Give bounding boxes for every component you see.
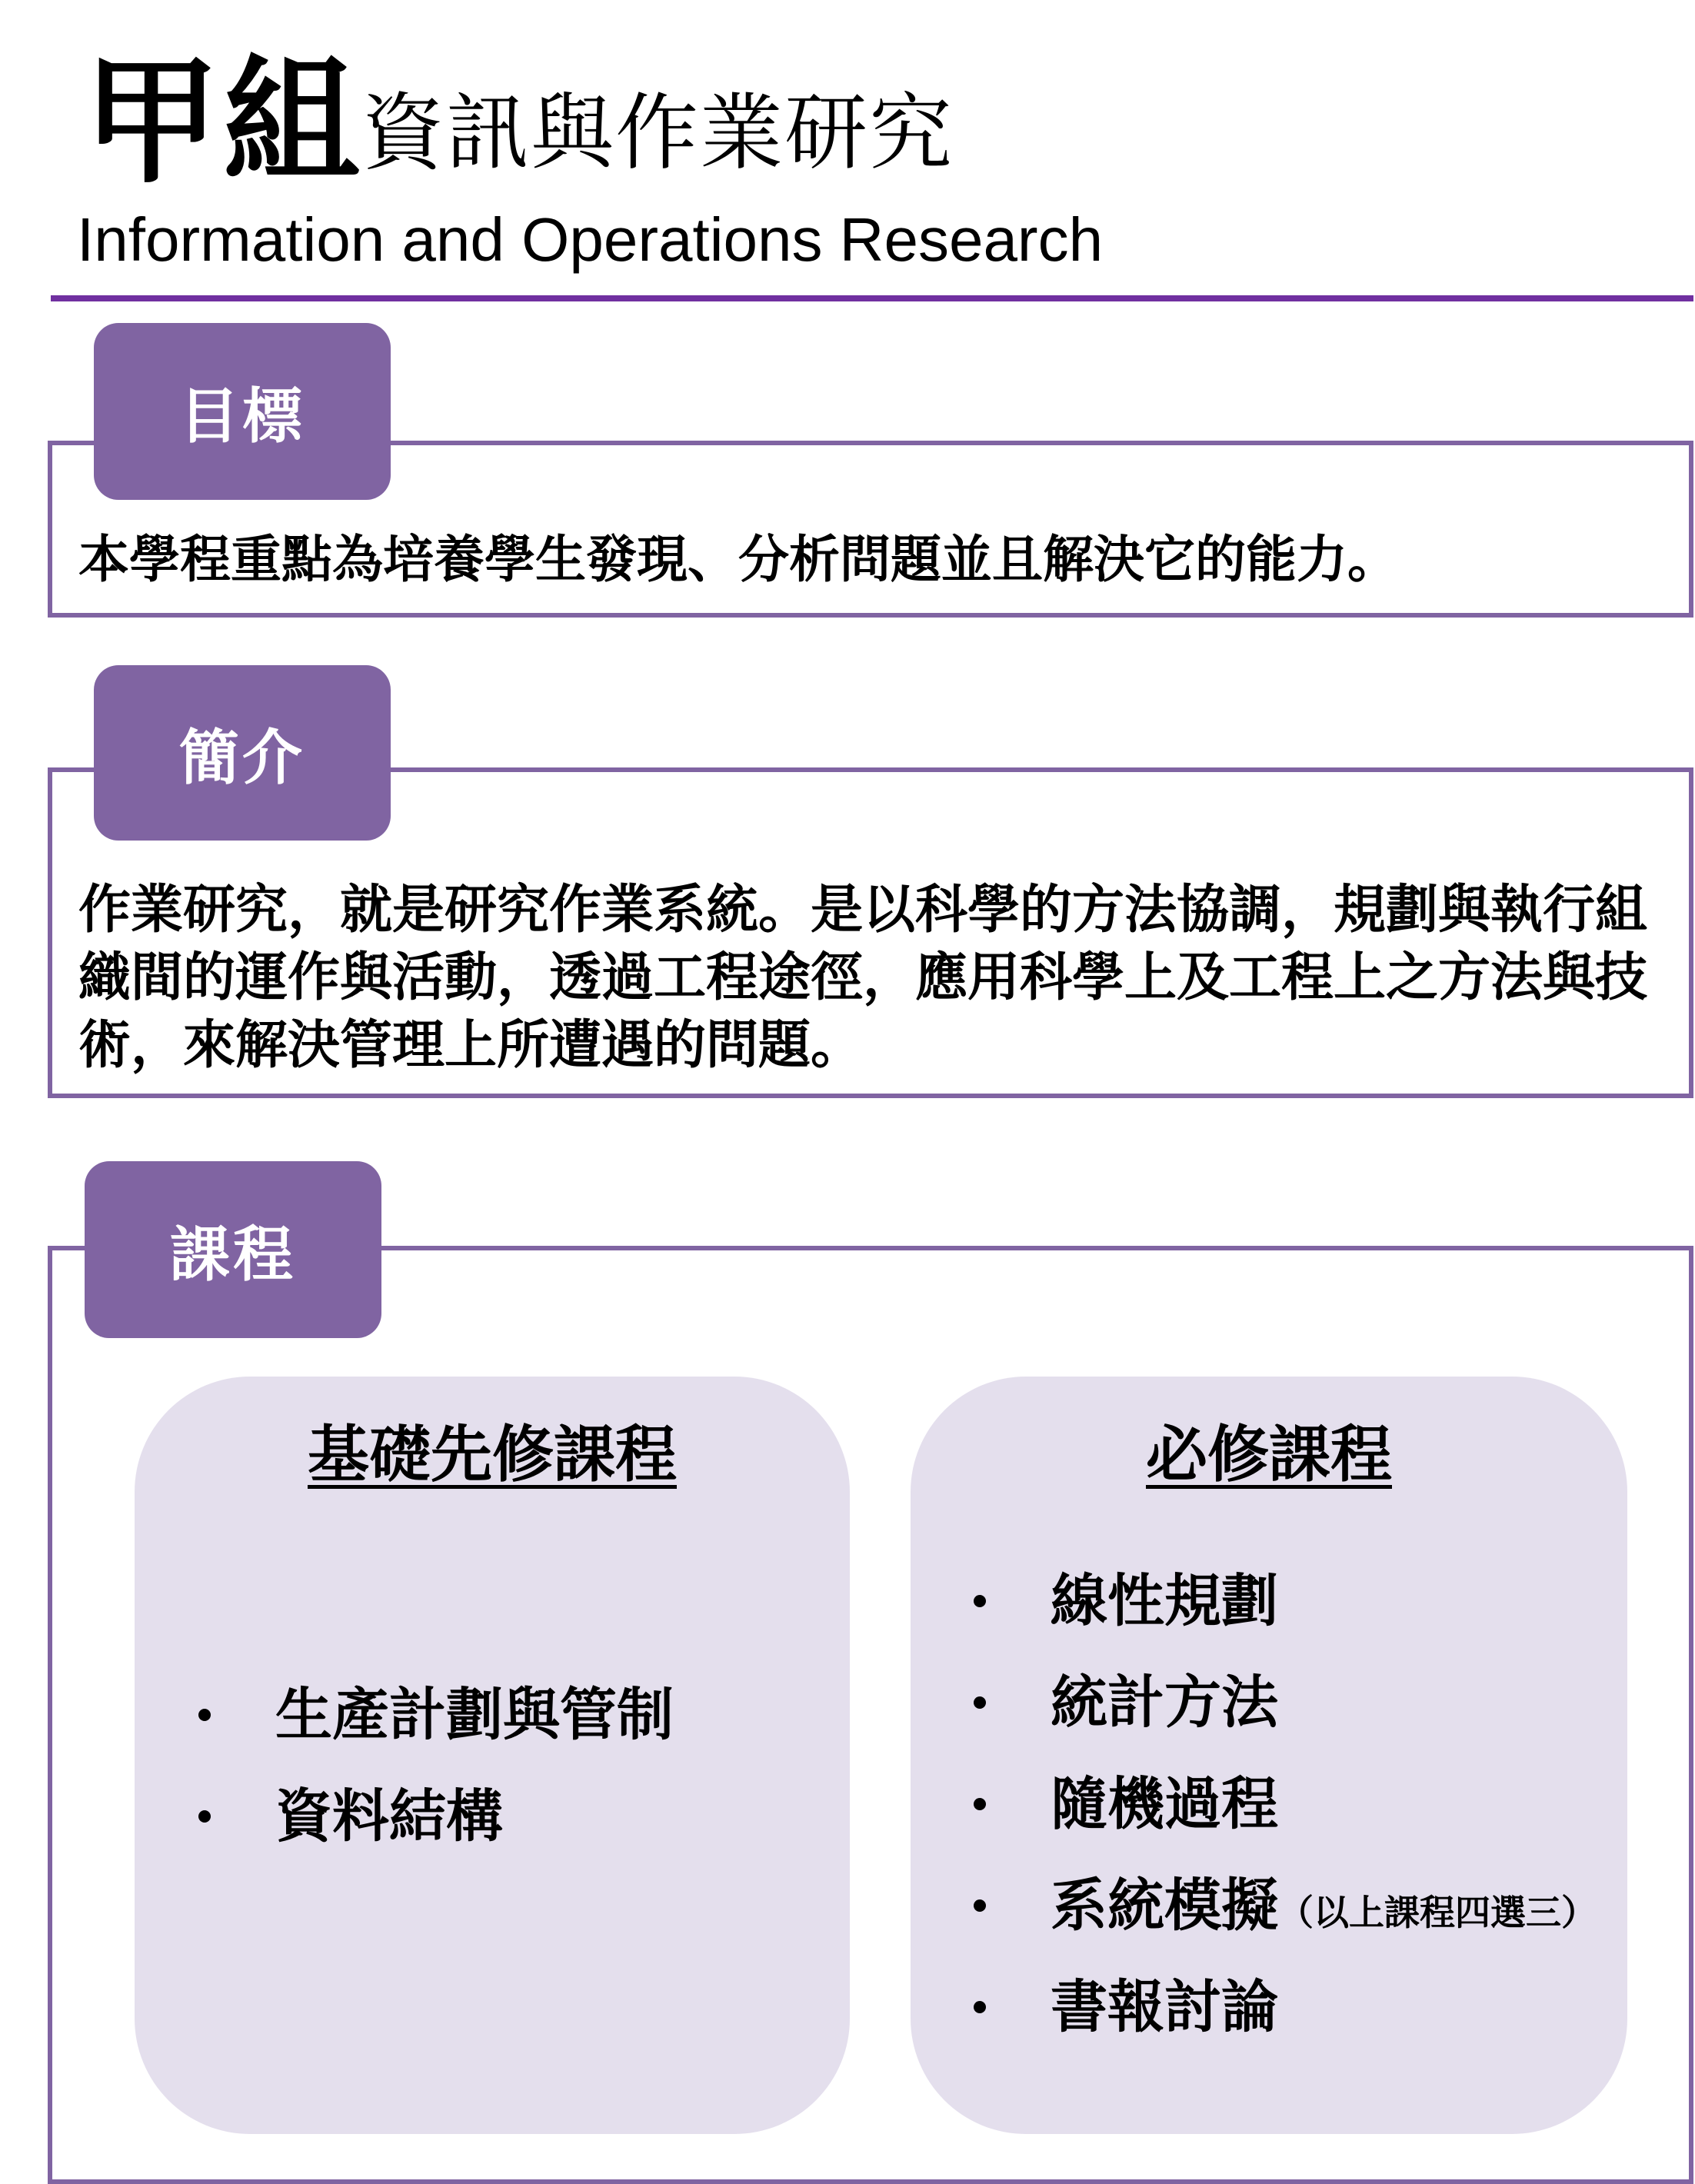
selection-note: （以上課程四選三） [1278, 1892, 1597, 1933]
list-item: 統計方法 [1051, 1670, 1278, 1736]
list-item: 生產計劃與管制 [275, 1682, 674, 1748]
goal-section-tab: 目標 [94, 323, 391, 500]
page-subtitle-english: Information and Operations Research [77, 205, 1104, 274]
courses-section-tab: 課程 [85, 1161, 381, 1338]
list-item-label: 系統模擬 [1051, 1873, 1278, 1939]
page-title: 資訊與作業研究 [361, 85, 954, 181]
list-item: 資料結構 [275, 1783, 503, 1849]
prerequisite-courses-title: 基礎先修課程 [308, 1419, 677, 1490]
header-divider [51, 295, 1693, 301]
group-label: 甲組 [83, 42, 363, 201]
bullet-icon [974, 2001, 986, 2013]
bullet-icon [974, 1696, 986, 1709]
required-courses-title: 必修課程 [1146, 1419, 1392, 1490]
bullet-icon [974, 1798, 986, 1810]
bullet-icon [198, 1709, 211, 1721]
list-item [1051, 1873, 1597, 1939]
bullet-icon [974, 1899, 986, 1912]
goal-text: 本學程重點為培養學生發現、分析問題並且解決它的能力。 [78, 530, 1398, 589]
list-item: 書報討論 [1051, 1974, 1278, 2040]
bullet-icon [974, 1595, 986, 1607]
list-item: 線性規劃 [1051, 1568, 1278, 1634]
intro-section-tab: 簡介 [94, 665, 391, 841]
intro-text: 作業研究，就是研究作業系統。是以科學的方法協調，規劃與執行組織間的運作與活動，透過工程途徑，應用科學上及工程上之方法與技術，來解決管理上所遭遇的問題。 [78, 880, 1648, 1076]
bullet-icon [198, 1810, 211, 1823]
list-item: 隨機過程 [1051, 1771, 1278, 1837]
